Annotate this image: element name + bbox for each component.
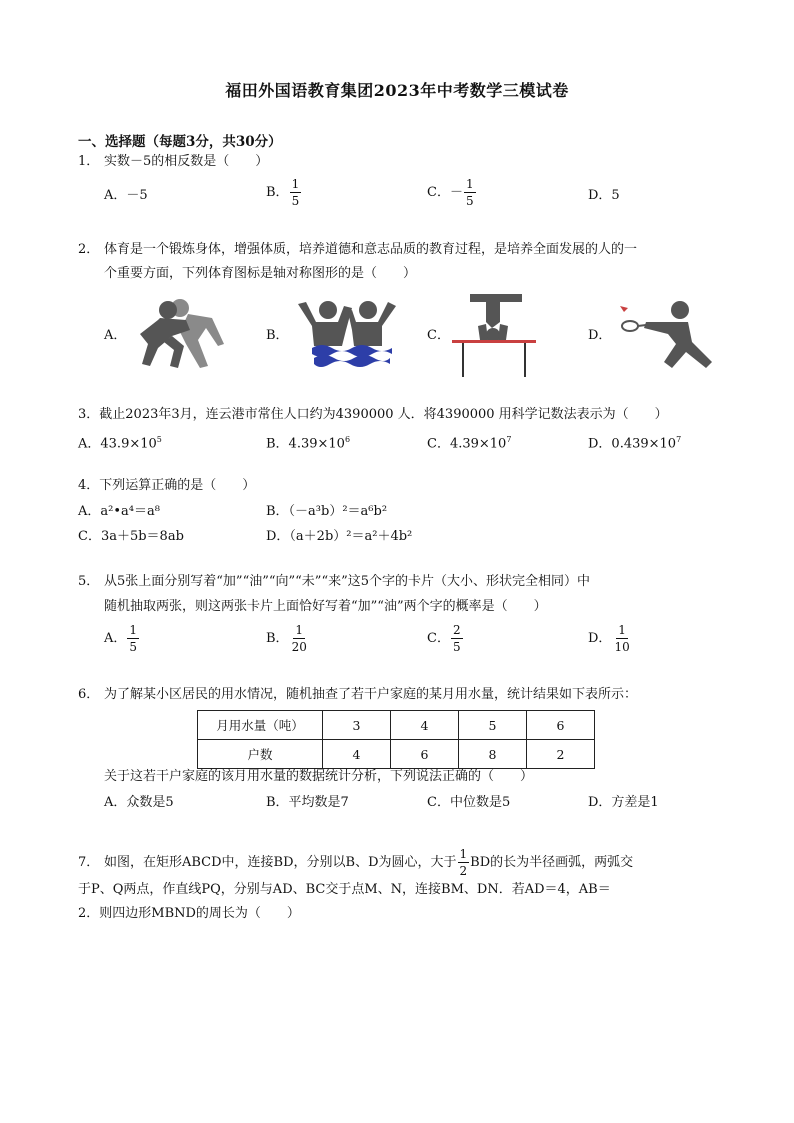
question-number: 6． [78,687,100,702]
table-cell: 2 [527,740,595,769]
question-number: 7． [78,855,100,870]
option-a: A．－5 [104,188,148,203]
option-d: D．方差是1 [588,795,659,810]
question-6 [78,685,718,705]
fraction: $\frac{1}{5}$ [291,177,300,208]
water-polo-icon [292,296,402,368]
question-text-line1: 体育是一个锻炼身体，增强体质，培养道德和意志品质的教育过程，是培养全面发展的人的一 [104,242,638,257]
wrestling-icon [128,296,232,372]
question-2 [78,240,718,260]
question-text: 实数－5的相反数是（ ） [104,154,269,169]
fraction: $\frac{1}{5}$ [465,177,474,208]
section-heading: 一、选择题（每题3分，共30分） [78,134,282,150]
option-b: B． $\frac{1}{5}$ [266,177,300,208]
table-cell: 6 [527,711,595,740]
question-text-line1: 为了解某小区居民的用水情况，随机抽查了若干户家庭的某月用水量，统计结果如下表所示： [104,687,638,702]
question-text-line2: 个重要方面，下列体育图标是轴对称图形的是（ ） [104,266,417,281]
option-b: B． $\frac{1}{20}$ [266,623,307,654]
table-cell: 6 [391,740,459,769]
table-cell: 4 [323,740,391,769]
table-row [198,711,595,740]
table-cell: 5 [459,711,527,740]
question-text-line1: 从5张上面分别写着“加”“油”“向”“未”“来”这5个字的卡片（大小、形状完全相同）中 [104,574,591,589]
option-b: B．$4.39\times 10^6$ [266,435,351,452]
table-cell: 3 [323,711,391,740]
option-d: D． $\frac{1}{10}$ [588,623,630,654]
question-4: 4．下列运算正确的是（ ） [78,478,256,493]
option-c: C． $\frac{2}{5}$ [427,623,461,654]
option-d: D．（a＋2b）²＝a²＋4b² [266,529,413,544]
option-b-label: B． [266,328,289,343]
gymnastics-bars-icon [450,290,540,380]
option-c: C．$4.39\times 10^7$ [427,435,512,452]
option-a-label: A． [104,328,127,343]
table-row [198,740,595,769]
question-text-line2: 于P、Q两点，作直线PQ，分别与AD、BC交于点M、N，连接BM、DN．若AD＝4，AB＝ [78,882,611,897]
question-text-line1: 如图，在矩形ABCD中，连接BD，分别以B、D为圆心，大于 [104,855,457,870]
option-c: C．－ $\frac{1}{5}$ [427,177,474,208]
option-d: D．$0.439\times 10^7$ [588,435,682,452]
question-3: 3．截止2023年3月，连云港市常住人口约为4390000 人．将4390000 用科学记数法表示为（ ） [78,407,668,422]
table-header-cell: 月用水量（吨） [198,711,323,740]
question-1 [78,152,718,172]
page-title: 福田外国语教育集团2023年中考数学三模试卷 [225,81,569,100]
badminton-icon [612,296,716,372]
option-b: B．（－a³b）²＝a⁶b² [266,504,388,519]
option-d-label: D． [588,328,612,343]
option-b: B．平均数是7 [266,795,349,810]
data-table [197,710,595,769]
table-header-cell: 户数 [198,740,323,769]
option-a: A．众数是5 [104,795,174,810]
question-5 [78,572,718,592]
option-c: C．中位数是5 [427,795,511,810]
option-a: A．a²•a⁴＝a⁸ [78,504,160,519]
question-text-line2: 随机抽取两张，则这两张卡片上面恰好写着“加”“油”两个字的概率是（ ） [104,599,547,614]
question-number: 2． [78,242,100,257]
option-a: A．$43.9\times 10^5$ [78,435,162,452]
table-cell: 8 [459,740,527,769]
option-c: C．3a＋5b＝8ab [78,529,184,544]
question-number: 1． [78,154,100,169]
question-text-line2: 关于这若干户家庭的该月用水量的数据统计分析，下列说法正确的（ ） [104,769,534,784]
option-d: D．5 [588,188,620,203]
question-text-line3: 2．则四边形MBND的周长为（ ） [78,906,300,921]
question-number: 5． [78,574,100,589]
table-cell: 4 [391,711,459,740]
fraction: $\frac{1}{2}$ [459,847,468,878]
question-7: 7． 如图，在矩形ABCD中，连接BD，分别以B、D为圆心，大于 $\frac{1}{2}$ BD的长为半径画弧，两弧交 [78,847,634,878]
option-c-label: C． [427,328,450,343]
option-a: A． $\frac{1}{5}$ [104,623,138,654]
